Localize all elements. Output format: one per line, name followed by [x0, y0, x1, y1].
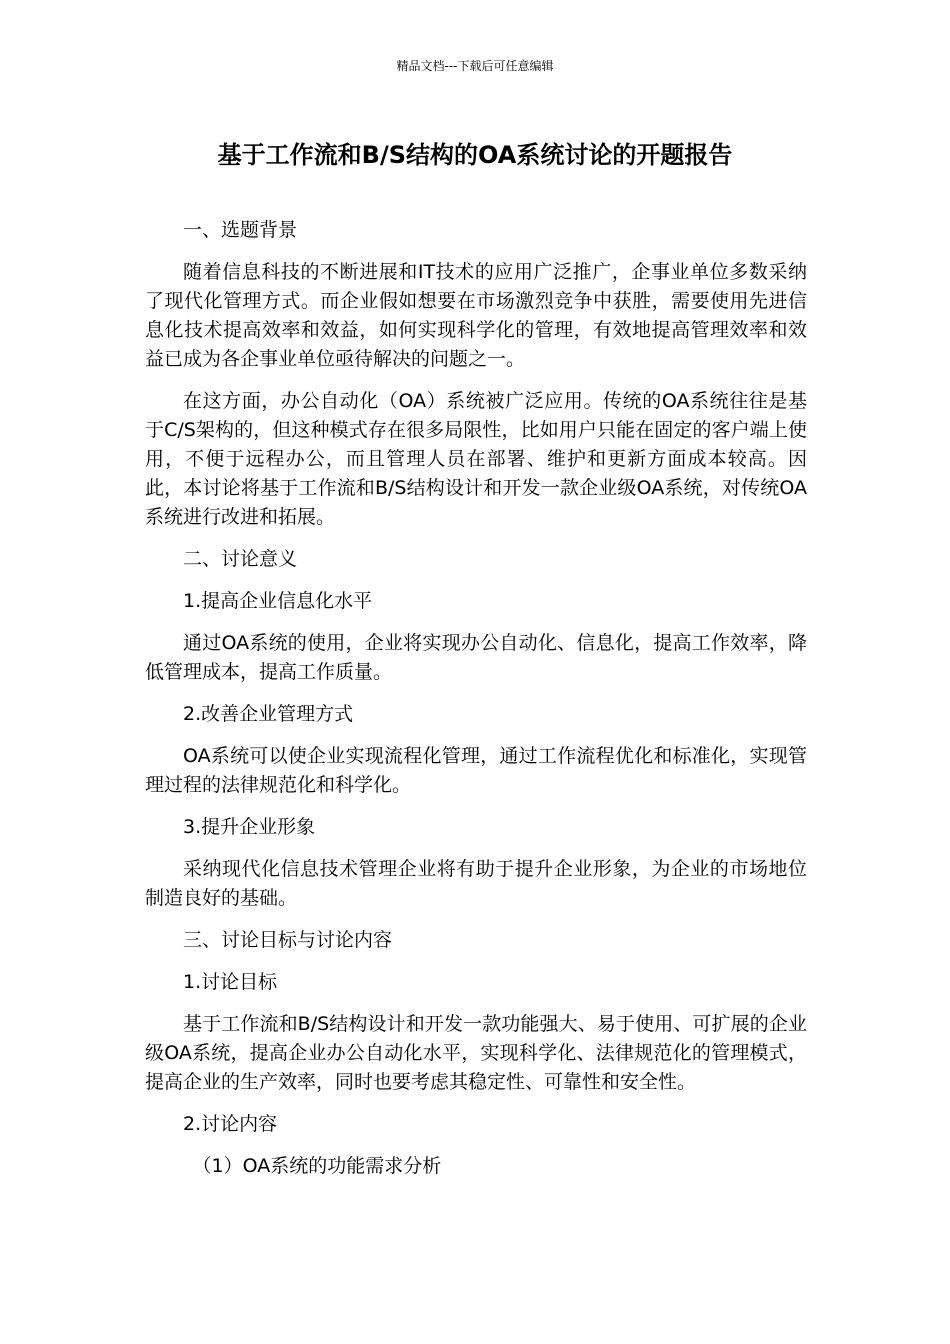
- section-heading-significance: 二、讨论意义: [183, 548, 298, 570]
- document-body: [145, 216, 807, 1181]
- paragraph-goals: 基于工作流和B/S结构设计和开发一款功能强大、易于使用、可扩展的企业级OA系统，提高企业办公自动化水平，实现科学化、法律规范化的管理模式，提高企业的生产效率，同时也要考虑其稳定性、可靠性和安全性。: [145, 1013, 807, 1093]
- subheading-informatization: 1.提高企业信息化水平: [183, 590, 373, 612]
- paragraph-management: OA系统可以使企业实现流程化管理，通过工作流程优化和标准化，实现管理过程的法律规范化和科学化。: [145, 745, 807, 796]
- paragraph-image: 采纳现代化信息技术管理企业将有助于提升企业形象，为企业的市场地位制造良好的基础。: [145, 858, 807, 909]
- list-item-requirements: （1）OA系统的功能需求分析: [192, 1155, 442, 1177]
- document-title: 基于工作流和B/S结构的OA系统讨论的开题报告: [217, 141, 733, 169]
- subheading-goals: 1.讨论目标: [183, 971, 278, 993]
- section-heading-background: 一、选题背景: [183, 219, 298, 241]
- subheading-management: 2.改善企业管理方式: [183, 703, 354, 725]
- section-heading-goals: 三、讨论目标与讨论内容: [183, 929, 393, 951]
- subheading-content: 2.讨论内容: [183, 1113, 278, 1135]
- header-note: 精品文档---下载后可任意编辑: [396, 59, 554, 73]
- paragraph-background-2: 在这方面，办公自动化（OA）系统被广泛应用。传统的OA系统往往是基于C/S架构的，但这种模式存在很多局限性，比如用户只能在固定的客户端上使用，不便于远程办公，而且管理人员在部署、维护和更新方面成本较高。因此，本讨论将基于工作流和B/S结构设计和开发一款企业级OA系统，对传统OA系统进行改进和拓展。: [145, 390, 807, 528]
- paragraph-informatization: 通过OA系统的使用，企业将实现办公自动化、信息化，提高工作效率，降低管理成本，提高工作质量。: [145, 632, 807, 683]
- subheading-image: 3.提升企业形象: [183, 816, 316, 838]
- paragraph-background-1: 随着信息科技的不断进展和IT技术的应用广泛推广，企事业单位多数采纳了现代化管理方式。而企业假如想要在市场激烈竞争中获胜，需要使用先进信息化技术提高效率和效益，如何实现科学化的管理，有效地提高管理效率和效益已成为各企事业单位亟待解决的问题之一。: [145, 261, 807, 370]
